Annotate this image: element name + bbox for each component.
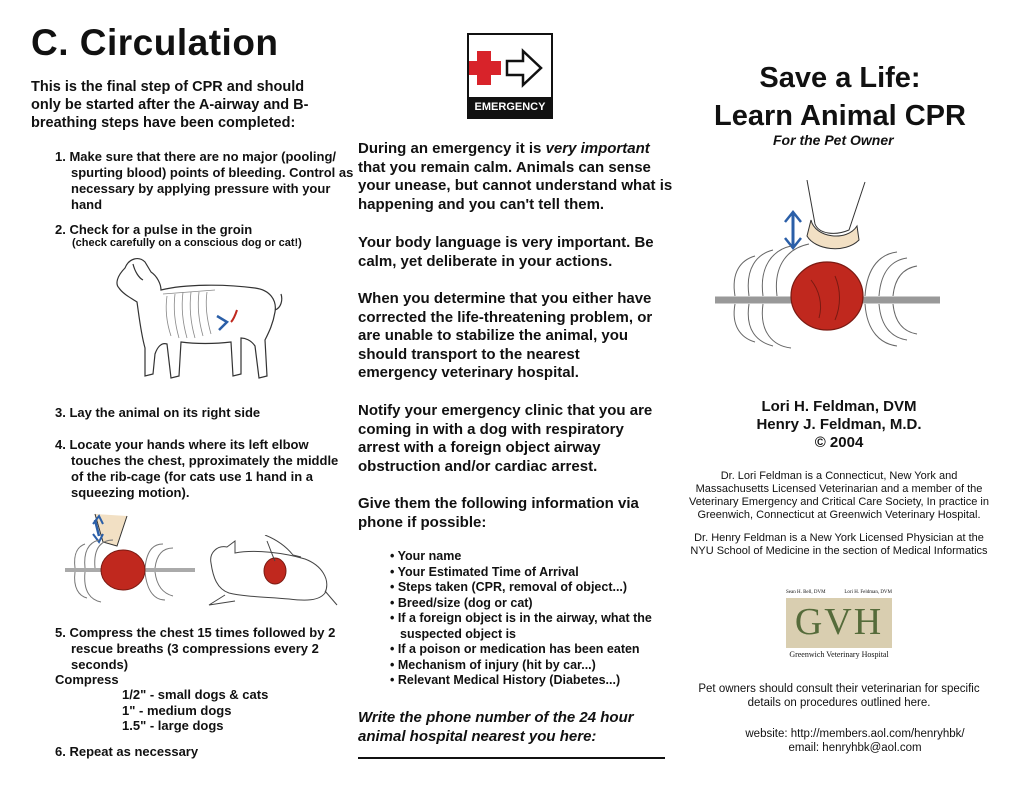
list-item: • Breed/size (dog or cat) <box>390 595 533 610</box>
left-panel <box>0 0 354 791</box>
step-2: 2. Check for a pulse in the groin <box>55 222 253 237</box>
compress-medium: 1" - medium dogs <box>122 703 232 718</box>
list-item: • If a poison or medication has been eaten <box>390 642 640 656</box>
write-phone-prompt: Write the phone number of the 24 hour animal hospital nearest you here: <box>358 709 634 745</box>
list-item: • If a foreign object is in the airway, what the suspected object is <box>390 611 652 641</box>
logo-caption: Greenwich Veterinary Hospital <box>789 650 889 659</box>
paragraph-info: Give them the following information via phone if possible: <box>358 495 639 531</box>
paragraph-body-language: Your body language is very important. Be calm, yet deliberate in your actions. <box>358 234 654 270</box>
copyright: © 2004 <box>814 434 864 451</box>
emergency-label: EMERGENCY <box>469 97 551 117</box>
middle-panel <box>340 0 685 791</box>
bio-henry: Dr. Henry Feldman is a New York Licensed Physician at the NYU School of Medicine in the section of Medical Informatics <box>690 532 988 557</box>
step-3: 3. Lay the animal on its right side <box>55 405 261 420</box>
cpr-ribcage-illustration <box>715 180 945 350</box>
list-item: • Relevant Medical History (Diabetes...) <box>390 673 621 687</box>
compress-label: Compress <box>55 672 119 687</box>
step-1: 1. Make sure that there are no major (pooling/ spurting blood) points of bleeding. Control as necessary by applying pressure with your hand <box>55 149 354 212</box>
step-4: 4. Locate your hands where its left elbow touches the chest, pproximately the middle of the rib-cage (for cats use 1 hand in a squeezing motion). <box>55 437 339 500</box>
very-important-emphasis: very important <box>545 140 650 157</box>
consult-note: Pet owners should consult their veterinarian for specific details on procedures outlined here. <box>698 683 980 709</box>
list-item: • Mechanism of injury (hit by car...) <box>390 657 596 672</box>
info-list <box>378 549 668 689</box>
section-heading: C. Circulation <box>31 22 279 63</box>
gvh-logo <box>786 590 892 660</box>
right-panel <box>685 0 1024 791</box>
compress-large: 1.5" - large dogs <box>122 718 224 733</box>
list-item: • Your name <box>390 549 462 563</box>
step-2-note: (check carefully on a conscious dog or cat!) <box>72 237 302 249</box>
logo-letters: GVH <box>794 601 884 643</box>
title-line-2: Learn Animal CPR <box>714 100 966 132</box>
bio-lori: Dr. Lori Feldman is a Connecticut, New York and Massachusetts Licensed Veterinarian and a member of the Veterinary Emergency and Critical Care Society, In practice in Greenwich, Connecticut at Greenwich Veterinary Hospital. <box>689 470 989 521</box>
step-6: 6. Repeat as necessary <box>55 744 199 759</box>
paragraph-notify: Notify your emergency clinic that you are coming in with a dog with respiratory arrest with a foreign object airway obstruction and/or cardiac arrest. <box>358 402 653 475</box>
logo-name-left: Sean H. Bell, DVM <box>786 590 826 595</box>
email-link[interactable]: email: henryhbk@aol.com <box>788 742 922 754</box>
phone-write-line[interactable] <box>358 757 665 759</box>
subtitle: For the Pet Owner <box>773 132 894 148</box>
emergency-logo <box>467 33 553 119</box>
paragraph-calm: During an emergency it is very important that you remain calm. Animals can sense your unease, but cannot understand what is happening and you can't tell them. <box>358 140 673 213</box>
cat-compression-illustration <box>205 535 340 610</box>
author-2: Henry J. Feldman, M.D. <box>756 416 922 433</box>
title-line-1: Save a Life: <box>759 62 921 94</box>
dog-pulse-illustration <box>105 250 285 390</box>
website-link[interactable]: website: http://members.aol.com/henryhbk/ <box>745 728 965 740</box>
paragraph-transport: When you determine that you either have corrected the life-threatening problem, or are unable to stabilize the animal, you should transport to the nearest emergency veterinary hospital. <box>358 290 653 381</box>
logo-name-right: Lori H. Feldman, DVM <box>844 590 892 595</box>
intro-text: This is the final step of CPR and should only be started after the A-airway and B-breathing steps have been completed: <box>31 79 309 131</box>
list-item: • Steps taken (CPR, removal of object...) <box>390 580 628 594</box>
red-cross-arrow-icon <box>469 35 551 97</box>
ribcage-compression-illustration <box>55 512 205 612</box>
list-item: • Your Estimated Time of Arrival <box>390 564 579 579</box>
author-1: Lori H. Feldman, DVM <box>761 398 917 415</box>
compress-small: 1/2" - small dogs & cats <box>122 687 269 702</box>
step-5: 5. Compress the chest 15 times followed by 2 rescue breaths (3 compressions every 2 seconds) <box>55 625 336 672</box>
